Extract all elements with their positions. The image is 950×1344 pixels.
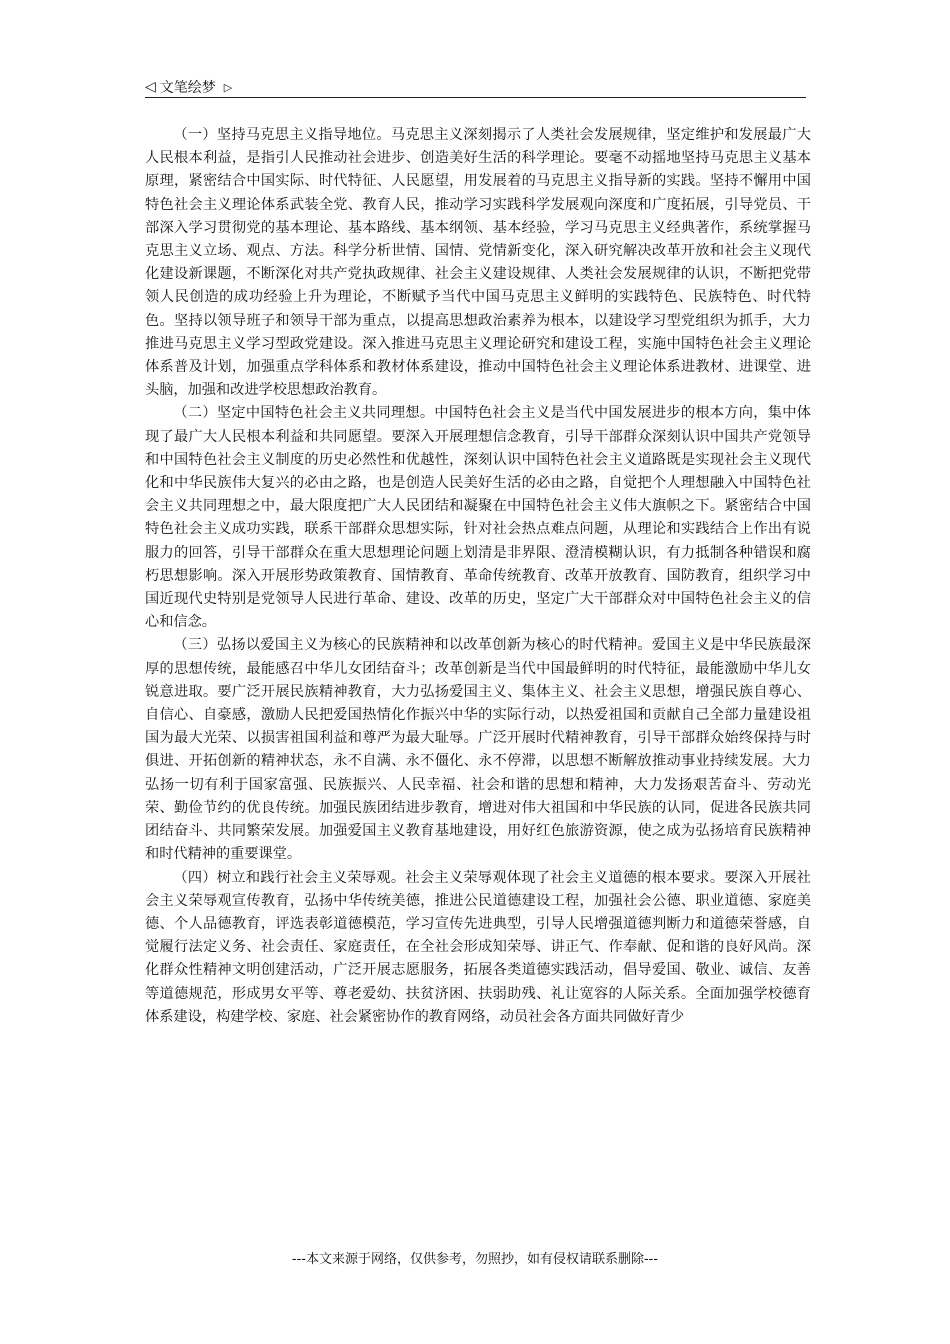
document-body [145,124,811,1029]
paragraph-2: （二）坚定中国特色社会主义共同理想。中国特色社会主义是当代中国发展进步的根本方向，集中体现了最广大人民根本利益和共同愿望。要深入开展理想信念教育，引导干部群众深刻认识中国共产党领导和中国特色社会主义制度的历史必然性和优越性，深刻认识中国特色社会主义道路既是实现社会主义现代化和中华民族伟大复兴的必由之路，也是创造人民美好生活的必由之路，自觉把个人理想融入中国特色社会主义共同理想之中，最大限度把广大人民团结和凝聚在中国特色社会主义伟大旗帜之下。紧密结合中国特色社会主义成功实践，联系干部群众思想实际，针对社会热点难点问题，从理论和实践结合上作出有说服力的回答，引导干部群众在重大思想理论问题上划清是非界限、澄清模糊认识，有力抵制各种错误和腐朽思想影响。深入开展形势政策教育、国情教育、革命传统教育、改革开放教育、国防教育，组织学习中国近现代史特别是党领导人民进行革命、建设、改革的历史，坚定广大干部群众对中国特色社会主义的信心和信念。 [145,405,811,631]
paragraph-1: （一）坚持马克思主义指导地位。马克思主义深刻揭示了人类社会发展规律，坚定维护和发展最广大人民根本利益，是指引人民推动社会进步、创造美好生活的科学理论。要毫不动摇地坚持马克思主义基本原理，紧密结合中国实际、时代特征、人民愿望，用发展着的马克思主义指导新的实践。坚持不懈用中国特色社会主义理论体系武装全党、教育人民，推动学习实践科学发展观向深度和广度拓展，引导党员、干部深入学习贯彻党的基本理论、基本路线、基本纲领、基本经验，学习马克思主义经典著作，系统掌握马克思主义立场、观点、方法。科学分析世情、国情、党情新变化，深入研究解决改革开放和社会主义现代化建设新课题，不断深化对共产党执政规律、社会主义建设规律、人类社会发展规律的认识，不断把党带领人民创造的成功经验上升为理论，不断赋予当代中国马克思主义鲜明的实践特色、民族特色、时代特色。坚持以领导班子和领导干部为重点，以提高思想政治素养为根本，以建设学习型党组织为抓手，大力推进马克思主义学习型政党建设。深入推进马克思主义理论研究和建设工程，实施中国特色社会主义理论体系普及计划，加强重点学科体系和教材体系建设，推动中国特色社会主义理论体系进教材、进课堂、进头脑，加强和改进学校思想政治教育。 [145,127,811,399]
right-triangle-icon: ▷ [223,80,233,94]
paragraph-4: （四）树立和践行社会主义荣辱观。社会主义荣辱观体现了社会主义道德的根本要求。要深入开展社会主义荣辱观宣传教育，弘扬中华传统美德，推进公民道德建设工程，加强社会公德、职业道德、家庭美德、个人品德教育，评选表彰道德模范，学习宣传先进典型，引导人民增强道德判断力和道德荣誉感，自觉履行法定义务、社会责任、家庭责任，在全社会形成知荣辱、讲正气、作奉献、促和谐的良好风尚。深化群众性精神文明创建活动，广泛开展志愿服务，拓展各类道德实践活动，倡导爱国、敬业、诚信、友善等道德规范，形成男女平等、尊老爱幼、扶贫济困、扶弱助残、礼让宽容的人际关系。全面加强学校德育体系建设，构建学校、家庭、社会紧密协作的教育网络，动员社会各方面共同做好青少 [145,869,811,1025]
page-footer: ---本文来源于网络，仅供参考，勿照抄，如有侵权请联系删除--- [291,1252,659,1267]
header-divider [145,97,806,98]
left-triangle-icon: ◁ [145,79,156,95]
header-title: 文笔绘梦 [159,80,216,96]
paragraph-3: （三）弘扬以爱国主义为核心的民族精神和以改革创新为核心的时代精神。爱国主义是中华民族最深厚的思想传统，最能感召中华儿女团结奋斗；改革创新是当代中国最鲜明的时代特征，最能激励中华儿女锐意进取。要广泛开展民族精神教育，大力弘扬爱国主义、集体主义、社会主义思想，增强民族自尊心、自信心、自豪感，激励人民把爱国热情化作振兴中华的实际行动，以热爱祖国和贡献自己全部力量建设祖国为最大光荣、以损害祖国利益和尊严为最大耻辱。广泛开展时代精神教育，引导干部群众始终保持与时俱进、开拓创新的精神状态，永不自满、永不僵化、永不停滞，以思想不断解放推动事业持续发展。大力弘扬一切有利于国家富强、民族振兴、人民幸福、社会和谐的思想和精神，大力发扬艰苦奋斗、劳动光荣、勤俭节约的优良传统。加强民族团结进步教育，增进对伟大祖国和中华民族的认同，促进各民族共同团结奋斗、共同繁荣发展。加强爱国主义教育基地建设，用好红色旅游资源，使之成为弘扬培育民族精神和时代精神的重要课堂。 [145,637,811,863]
